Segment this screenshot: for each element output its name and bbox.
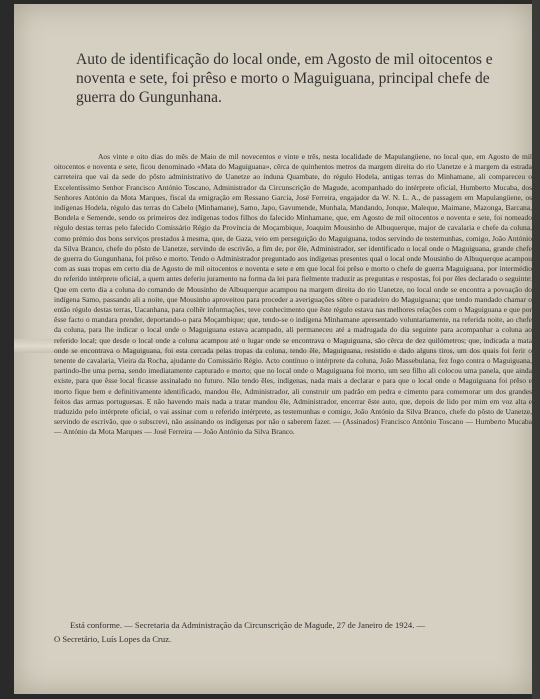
document-page: [14, 4, 532, 694]
secretary-signature-line: O Secretário, Luís Lopes da Cruz.: [54, 634, 172, 644]
certification-line: Está conforme. — Secretaria da Administração da Circunscrição de Magude, 27 de Janeiro de 1924. —: [70, 620, 426, 630]
background-edge: [532, 0, 540, 699]
document-body: Aos vinte e oito dias do mês de Maio de mil novecentos e vinte e três, nesta localidade de Mapulangüene, no local que, em Agosto de mil oitocentos e noventa e sete, ficou denominado «Mata do Maguiguana», cêrca de quinhentos metros da margem direita do rio Uanetze e à margem da estrada carreteira que vai da sede do pôsto administrativo de Uanetze ao induna Quambate, do régulo Hodela, antigas terras do Minhamane, ali compareceu o Excelentíssimo Senhor Francisco António Toscano, Administrador da Circunscrição de Magude, acompanhado do intérprete oficial, Humberto Mucaba, dos Senhores António da Mota Marques, fiscal da emigração em Ressano Garcia, José Ferreira, engajador da W. N. L. A., de passagem em Mapulangüene, os indígenas Hodela, régulo das terras do Cabelo (Minhamane), Samo, Japo, Gavumende, Munhala, Mandando, Jonque, Maleque, Maimane, Mazonga, Barcana, Bondela e Semende, sendo os primeiros dez indígenas todos filhos do falecido Minhamane, que, em Agosto de mil oitocentos e noventa e sete, foi nomeado régulo destas terras pelo falecido Comissário Régio da Província de Moçambique, Joaquim Mousinho de Albuquerque, major de cavalaria e chefe da coluna, como prémio dos bons serviços prestados à mesma, que, de Gaza, veio em perseguição do Maguiguana, todos servindo de testemunhas, comigo, João António da Silva Branco, chefe do pôsto de Uanetze, servindo de escrivão, a fim de, por êle, Administrador, ser identificado o local onde o Maguiguana, grande chefe de guerra do Gungunhana, foi prêso e morto. Tendo o Administrador preguntado aos indígenas presentes qual o local onde Mousinho de Albuquerque acampou com as suas tropas em certo dia de Agosto de mil oitocentos e noventa e sete e em que local foi prêso e morto o chefe de guerra Maguiguana, por intermédio do referido intérprete oficial, a quem antes deferiu juramento na forma da lei para fielmente traduzir as preguntas e respostas, foi por êles declarado o seguinte: Que em certo dia a coluna do comando de Mousinho de Albuquerque acampou na margem direita do rio Uanetze, no local onde se encontra a povoação do indígena Samo, passando ali a noite, que Mousinho aproveitou para proceder a averiguações sôbre o paradeiro do Maguiguana; que tendo mandado chamar o então régulo destas terras, Uacanhana, para colhêr informações, teve conhecimento que êste régulo estava nas melhores relações com o Maguiguana e que por êsse facto o mandara prender, deportando-o para Moçambique; que, tendo-se o indígena Minhamane apresentado voluntariamente, na referida noite, ao chefe da coluna, para lhe indicar o local onde o Maguiguana estava acampado, ali permaneceu até a madrugada do dia seguinte para acompanhar a coluna ao referido local; que desde o local onde a coluna acampou até o lugar onde se encontrava o Maguiguana, são cêrca de dez quilómetros; que, indicada a mata onde se encontrava o Maguiguana, foi esta cercada pelas tropas da coluna, tendo êle, Maguiguana, resistido e dado alguns tiros, um dos quais foi ferir o tenente de cavalaria, Vieira da Rocha, ajudante do Comissário Régio. Acto contínuo o intérprete da coluna, João Massebulana, fez fogo contra o Maguiguana, partindo-lhe uma perna, sendo imediatamente capturado e morto; que no local onde o Maguiguana foi morto, um seu filho ali colocou uma panela, que ainda existe, para que êsse local ficasse assinalado no futuro. Não tendo êles, indígenas, nada mais a declarar e para que o local onde o Maguiguana foi prêso e morto fique bem e definitivamente identificado, mandou êle, Administrador, ali construir um padrão em pedra e cimento para comemorar um dos grandes feitos das armas portuguesas. E não havendo mais nada a tratar mandou êle, Administrador, encerrar êste auto, que, depois de lido por mim em voz alta e traduzido pelo intérprete oficial, o vai assinar com o referido intérprete, as testemunhas e comigo, João António da Silva Branco, chefe do pôsto de Uanetze, servindo de escrivão, que o subscrevi, não assinando os indígenas por não o saberem fazer. — (Assinados) Francisco António Toscano — Humberto Mucaba — António da Mota Marques — José Ferreira — João António da Silva Branco.: [54, 152, 532, 437]
closing-block: [54, 618, 532, 646]
document-title: Auto de identificação do local onde, em Agosto de mil oitocentos e noventa e sete, foi prêso e morto o Maguiguana, principal chefe de guerra do Gungunhana.: [76, 51, 493, 106]
